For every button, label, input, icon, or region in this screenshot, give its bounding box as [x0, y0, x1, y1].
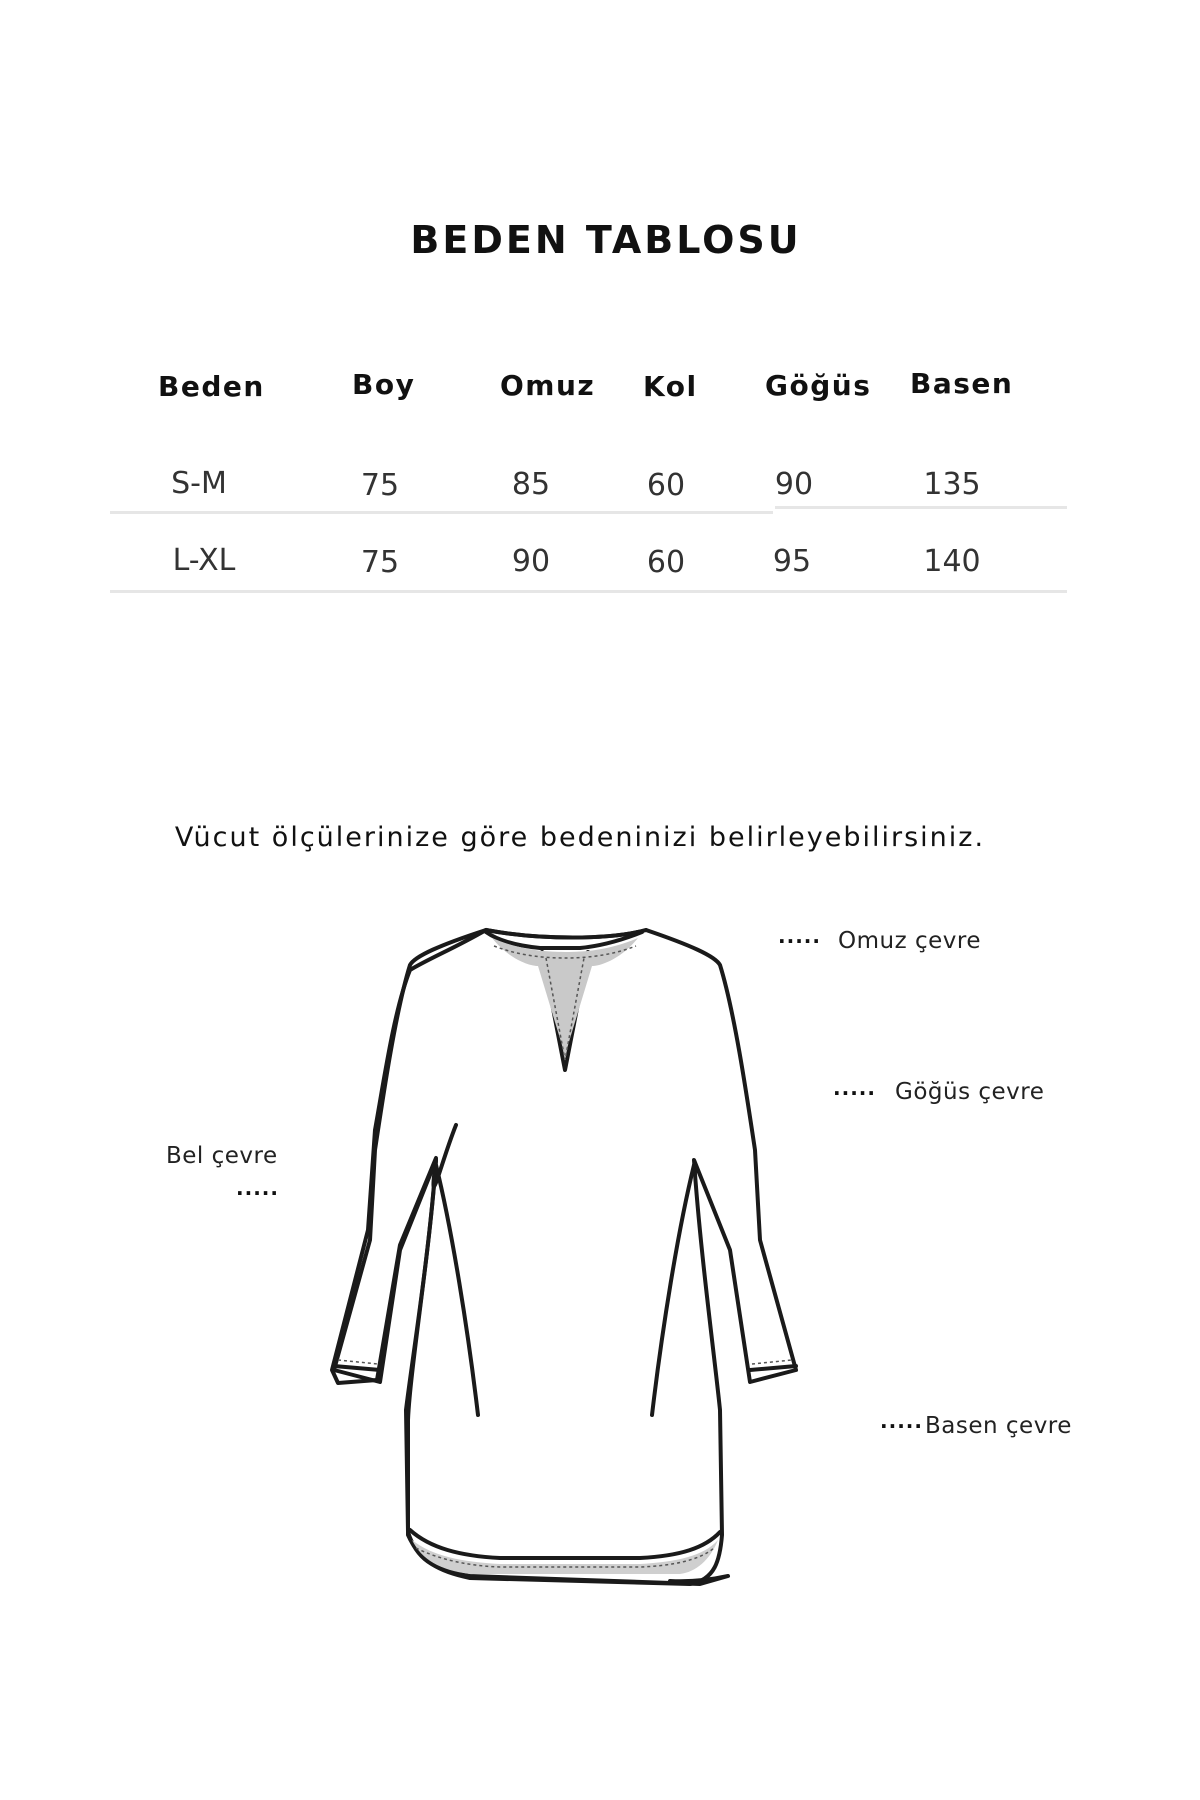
- table-header-beden: Beden: [158, 370, 265, 403]
- dots-marker: .....: [833, 1076, 876, 1100]
- dots-marker: .....: [880, 1409, 923, 1433]
- table-cell-omuz: 90: [511, 544, 551, 579]
- table-header-basen: Basen: [910, 367, 1014, 400]
- neck-facing: [492, 938, 638, 1055]
- dots-marker: .....: [236, 1176, 279, 1200]
- garment-outline: [332, 930, 728, 1584]
- table-header-boy: Boy: [352, 368, 416, 401]
- dots-marker: .....: [778, 924, 821, 948]
- table-cell-gogus: 95: [772, 544, 812, 579]
- label-omuz-cevre: Omuz çevre: [838, 928, 981, 954]
- table-cell-beden: S-M: [171, 466, 227, 501]
- table-cell-basen: 140: [923, 544, 981, 579]
- page-title: BEDEN TABLOSU: [410, 218, 802, 262]
- label-bel-cevre: Bel çevre: [166, 1143, 278, 1169]
- table-cell-kol: 60: [646, 545, 686, 580]
- instruction-text: Vücut ölçülerinize göre bedeninizi belirleyebilirsiniz.: [174, 822, 986, 853]
- table-header-gogus: Göğüs: [765, 369, 872, 402]
- table-cell-boy: 75: [360, 468, 400, 503]
- table-cell-beden: L-XL: [172, 543, 236, 578]
- table-cell-gogus: 90: [774, 467, 814, 502]
- table-cell-boy: 75: [360, 545, 400, 580]
- label-gogus-cevre: Göğüs çevre: [895, 1079, 1045, 1105]
- table-cell-kol: 60: [646, 468, 686, 503]
- table-header-kol: Kol: [643, 370, 698, 403]
- table-header-omuz: Omuz: [500, 369, 596, 402]
- table-cell-omuz: 85: [511, 467, 551, 502]
- label-basen-cevre: Basen çevre: [925, 1413, 1072, 1439]
- table-cell-basen: 135: [923, 467, 981, 502]
